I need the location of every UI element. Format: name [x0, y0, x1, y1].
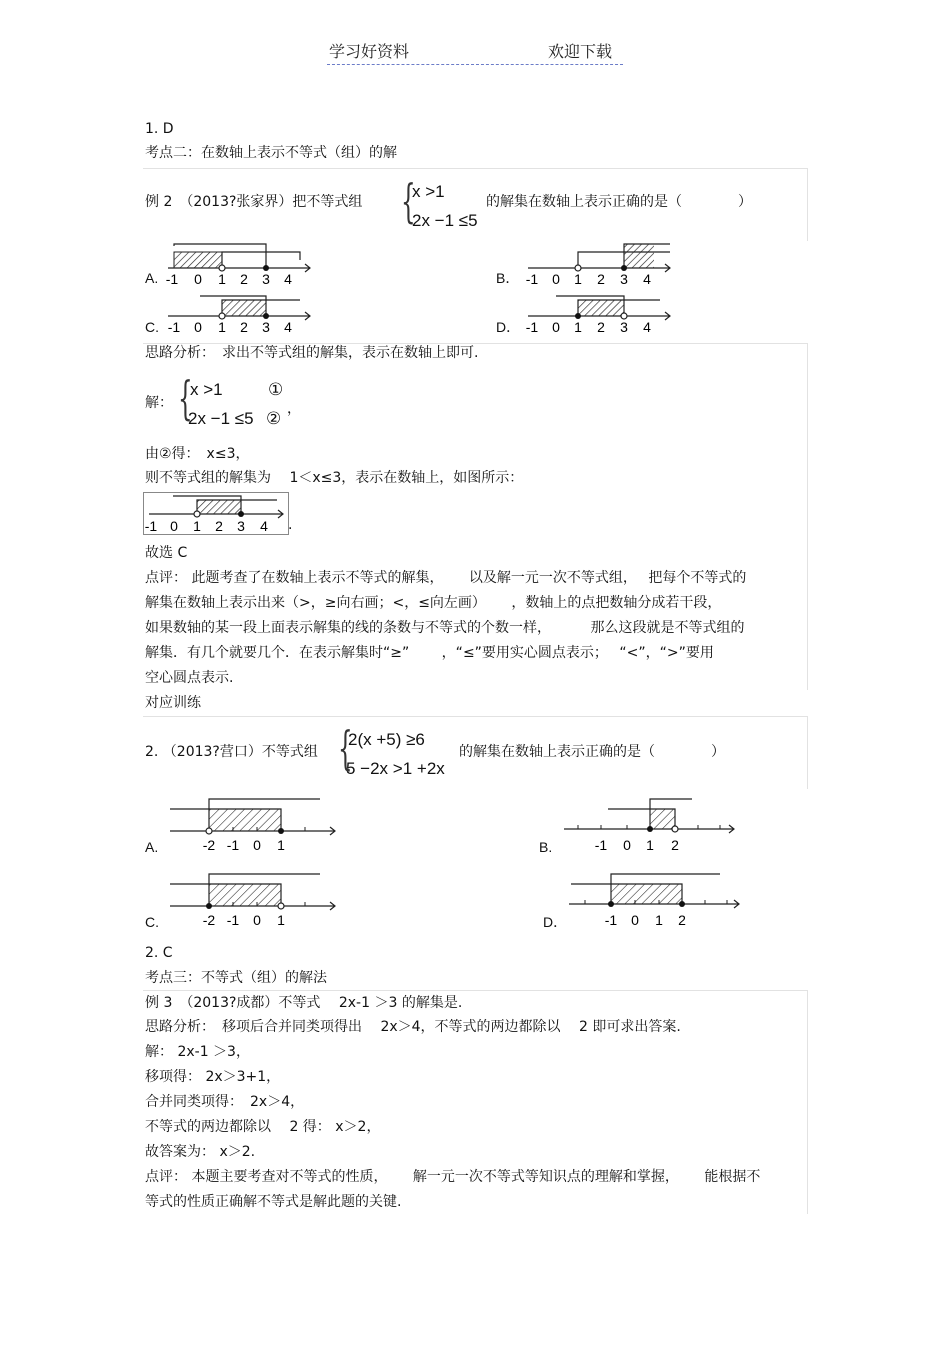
tick-label: 4: [260, 518, 268, 534]
tick-label: 0: [623, 837, 631, 853]
practice-option-c-letter: C.: [145, 914, 159, 930]
mark-1: ①: [268, 380, 284, 399]
example2-brace: {: [401, 174, 416, 228]
practice-option-b-numberline: [560, 795, 740, 857]
practice-ineq-2: 5 −2x >1 +2x: [346, 759, 445, 778]
solution-ineq-2: 2x −1 ≤5: [188, 409, 254, 428]
tick-label: -1: [144, 518, 158, 534]
step-2: 则不等式组的解集为 1＜x≤3，表示在数轴上，如图所示：: [145, 470, 524, 486]
tick-label: 3: [262, 271, 270, 287]
tick-label: 0: [253, 912, 261, 928]
tick-label: 1: [646, 837, 654, 853]
analysis-3: 思路分析： 移项后合并同类项得出 2x＞4，不等式的两边都除以 2 即可求出答案.: [145, 1019, 681, 1035]
comment-line-2: 解集在数轴上表示出来（>，≥向右画；<，≤向左画） ，数轴上的点把数轴分成若干段，: [145, 595, 722, 611]
tick-label: 1: [218, 319, 226, 335]
tick-label: 0: [170, 518, 178, 534]
solve-line-5: 故答案为： x＞2.: [145, 1144, 256, 1160]
tick-label: 2: [215, 518, 223, 534]
tick-label: 0: [253, 837, 261, 853]
option-b-letter: B．: [496, 270, 520, 286]
solve-line-3: 合并同类项得： 2x＞4，: [145, 1094, 305, 1110]
tick-label: 1: [277, 837, 285, 853]
answer-2: 2. C: [145, 945, 173, 961]
tick-label: -2: [202, 837, 216, 853]
tick-label: 2: [240, 319, 248, 335]
tick-label: -1: [594, 837, 608, 853]
tick-label: -1: [525, 319, 539, 335]
tick-label: 1: [218, 271, 226, 287]
tick-label: 2: [678, 912, 686, 928]
tick-label: -1: [525, 271, 539, 287]
tick-label: 3: [620, 319, 628, 335]
answer-1: 1. D: [145, 121, 174, 137]
tick-label: 0: [194, 271, 202, 287]
analysis-1: 思路分析： 求出不等式组的解集，表示在数轴上即可.: [145, 345, 479, 361]
practice-title: 对应训练: [145, 695, 201, 711]
practice-suffix: 的解集在数轴上表示正确的是（ ）: [459, 744, 725, 760]
tick-label: 1: [574, 271, 582, 287]
example2-suffix: 的解集在数轴上表示正确的是（ ）: [486, 194, 752, 210]
comment-line-3: 如果数轴的某一段上面表示解集的线的条数与不等式的个数一样， 那么这段就是不等式组的: [145, 620, 745, 636]
section-3-title: 考点三：不等式（组）的解法: [145, 970, 327, 986]
tick-label: -1: [226, 837, 240, 853]
comment3-line-1: 点评： 本题主要考查对不等式的性质， 解一元一次不等式等知识点的理解和掌握， 能根据不: [145, 1169, 761, 1185]
tick-label: 0: [552, 271, 560, 287]
practice-option-c-numberline: [165, 870, 340, 932]
tick-label: 2: [597, 319, 605, 335]
header-right: 欢迎下载: [548, 42, 613, 61]
option-b-numberline: [520, 238, 680, 288]
practice-brace: {: [338, 721, 353, 775]
option-d-numberline: [520, 288, 680, 336]
comment3-line-2: 等式的性质正确解不等式是解此题的关键.: [145, 1194, 402, 1210]
tick-label: -1: [226, 912, 240, 928]
solution-brace: {: [178, 371, 193, 425]
option-d-letter: D．: [496, 319, 521, 335]
mark-2: ②: [266, 409, 282, 428]
example2-ineq-2: 2x −1 ≤5: [412, 211, 478, 230]
bracket-gt1: [222, 252, 300, 268]
tick-label: 3: [237, 518, 245, 534]
practice-option-a-letter: A.: [145, 839, 159, 855]
step-1: 由②得： x≤3，: [145, 446, 250, 462]
tick-label: 3: [620, 271, 628, 287]
tick-label: 4: [643, 319, 651, 335]
practice-option-d-numberline: [565, 870, 745, 932]
solve-line-1: 解： 2x-1 ＞3，: [145, 1044, 250, 1060]
tick-label: 2: [597, 271, 605, 287]
tick-label: 1: [193, 518, 201, 534]
tick-label: 1: [277, 912, 285, 928]
tick-label: -2: [202, 912, 216, 928]
solution-label: 解：: [145, 395, 173, 411]
comment-line-1: 点评： 此题考查了在数轴上表示不等式的解集， 以及解一元一次不等式组， 把每个不等式的: [145, 570, 747, 586]
hatched-region: [624, 244, 654, 268]
option-a-numberline: [160, 238, 320, 288]
solve-line-4: 不等式的两边都除以 2 得： x＞2，: [145, 1119, 381, 1135]
solution-comma: ，: [287, 401, 301, 417]
example2-ineq-1: x >1: [412, 182, 445, 201]
tick-label: 2: [671, 837, 679, 853]
tick-label: 4: [284, 271, 292, 287]
tick-label: 0: [631, 912, 639, 928]
solution-numberline: [143, 492, 289, 536]
tick-label: 4: [643, 271, 651, 287]
tick-label: -1: [165, 271, 179, 287]
comment-line-4: 解集．有几个就要几个．在表示解集时“≥” ，“≤”要用实心圆点表示； “<”，“>”要用: [145, 645, 714, 661]
tick-label: 4: [284, 319, 292, 335]
solution-ineq-1: x >1: [190, 380, 223, 399]
header-rule: [327, 64, 623, 65]
comment-line-5: 空心圆点表示.: [145, 670, 234, 686]
option-c-numberline: [160, 288, 320, 336]
choose-answer: 故选 C: [145, 545, 188, 561]
example3: 例 3 （2013?成都）不等式 2x-1 ＞3 的解集是.: [145, 995, 463, 1011]
tick-label: -1: [604, 912, 618, 928]
practice-option-d-letter: D．: [543, 914, 568, 930]
header-left: 学习好资料: [329, 42, 410, 61]
tick-label: 1: [655, 912, 663, 928]
practice-ineq-1: 2(x +5) ≥6: [348, 730, 425, 749]
practice-prefix: 2. （2013?营口）不等式组: [145, 744, 318, 760]
example2-prefix: 例 2 （2013?张家界）把不等式组: [145, 194, 363, 210]
solve-line-2: 移项得： 2x＞3+1，: [145, 1069, 281, 1085]
option-a-letter: A.: [145, 270, 159, 286]
hatched-region: [174, 252, 222, 268]
numberline-period: .: [288, 517, 293, 533]
practice-option-a-numberline: [165, 795, 340, 857]
tick-label: 1: [574, 319, 582, 335]
tick-label: -1: [167, 319, 181, 335]
option-c-letter: C.: [145, 319, 159, 335]
tick-label: 0: [194, 319, 202, 335]
tick-label: 2: [240, 271, 248, 287]
section-2-title: 考点二：在数轴上表示不等式（组）的解: [145, 145, 397, 161]
practice-option-b-letter: B.: [539, 839, 553, 855]
tick-label: 0: [552, 319, 560, 335]
tick-label: 3: [262, 319, 270, 335]
